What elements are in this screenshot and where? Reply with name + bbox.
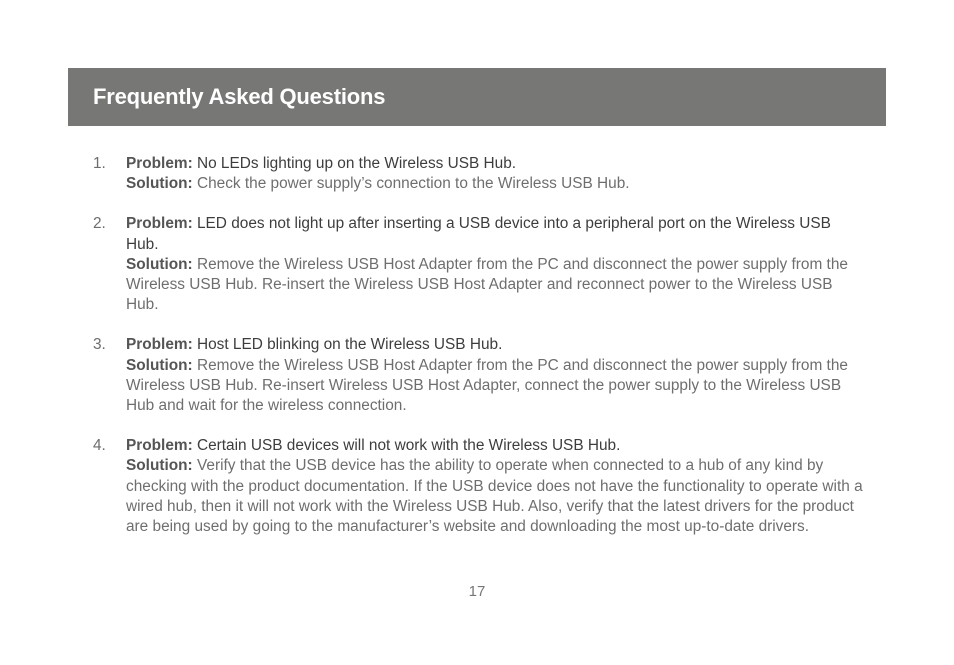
faq-number: 2. (93, 215, 106, 233)
solution-text: Remove the Wireless USB Host Adapter from the PC and disconnect the power supply from the Wireless USB Hub. Re-insert the Wireless USB Host Adapter and reconnect power to the Wireless USB Hub. (126, 255, 848, 314)
problem-label: Problem: (126, 155, 193, 172)
page-title: Frequently Asked Questions (93, 84, 386, 109)
solution-line (126, 356, 863, 417)
problem-line (126, 214, 863, 254)
problem-label: Problem: (126, 437, 193, 455)
problem-text: No LEDs lighting up on the Wireless USB Hub. (196, 155, 517, 172)
faq-number: 4. (93, 437, 106, 455)
faq-item (93, 335, 863, 416)
solution-line (126, 456, 863, 537)
problem-text: Host LED blinking on the Wireless USB Hub. (196, 336, 503, 354)
problem-line (126, 335, 863, 355)
problem-text: Certain USB devices will not work with the Wireless USB Hub. (196, 437, 621, 455)
solution-line (126, 174, 863, 194)
faq-number: 1. (93, 155, 106, 172)
solution-line (126, 255, 863, 316)
solution-label: Solution: (126, 356, 193, 374)
problem-label: Problem: (126, 336, 193, 354)
faq-list (93, 154, 863, 557)
solution-label: Solution: (126, 175, 193, 193)
page-number: 17 (468, 583, 486, 600)
faq-item (93, 154, 863, 194)
problem-label: Problem: (126, 215, 193, 233)
header-bar (68, 68, 886, 126)
solution-text: Check the power supply’s connection to the Wireless USB Hub. (196, 175, 630, 193)
faq-item (93, 436, 863, 537)
problem-line (126, 154, 863, 174)
solution-text: Remove the Wireless USB Host Adapter from the PC and disconnect the power supply from the Wireless USB Hub. Re-insert Wireless USB Host Adapter, connect the power supply to the Wireless USB Hub and wait for the wireless connection. (126, 356, 848, 415)
solution-label: Solution: (126, 457, 193, 475)
problem-text: LED does not light up after inserting a USB device into a peripheral port on the Wireless USB Hub. (126, 215, 831, 253)
faq-number: 3. (93, 336, 106, 354)
problem-line (126, 436, 863, 456)
faq-item (93, 214, 863, 315)
solution-text: Verify that the USB device has the ability to operate when connected to a hub of any kind by checking with the product documentation. If the USB device does not have the functionality to operate with a wired hub, then it will not work with the Wireless USB Hub. Also, verify that the latest drivers for the product are being used by going to the manufacturer’s website and downloading the most up-to-date drivers. (126, 457, 863, 536)
solution-label: Solution: (126, 255, 193, 273)
